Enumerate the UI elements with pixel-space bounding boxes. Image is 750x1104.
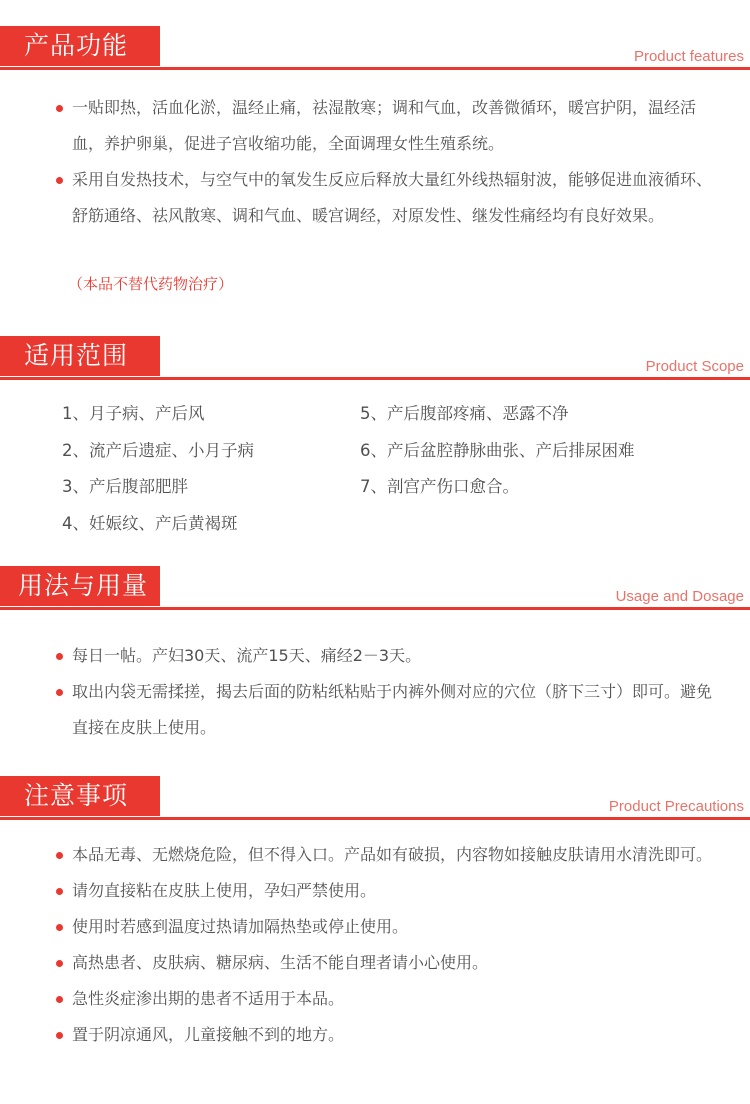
list-item: 高热患者、皮肤病、糖尿病、生活不能自理者请小心使用。 [56,945,726,981]
section-precautions [0,776,750,820]
scope-column-left [62,396,254,542]
section-divider [0,607,750,610]
list-item: 采用自发热技术，与空气中的氧发生反应后释放大量红外线热辐射波，能够促进血液循环、舒筋通络、祛风散寒、调和气血、暖宫调经，对原发性、继发性痛经均有良好效果。 [56,162,726,234]
bullet-icon [56,960,63,967]
features-list [56,90,726,234]
section-divider [0,817,750,820]
section-header [0,26,750,70]
list-item: 本品无毒、无燃烧危险，但不得入口。产品如有破损，内容物如接触皮肤请用水清洗即可。 [56,837,726,873]
usage-list [56,638,726,746]
section-divider [0,377,750,380]
bullet-icon [56,924,63,931]
section-title: 适用范围 [0,336,160,376]
section-header [0,336,750,380]
list-item: 每日一帖。产妇30天、流产15天、痛经2－3天。 [56,638,726,674]
section-subtitle: Usage and Dosage [615,588,744,605]
bullet-icon [56,1032,63,1039]
list-item: 请勿直接粘在皮肤上使用，孕妇严禁使用。 [56,873,726,909]
section-divider [0,67,750,70]
bullet-icon [56,996,63,1003]
section-title: 注意事项 [0,776,160,816]
list-item: 6、产后盆腔静脉曲张、产后排尿困难 [360,440,635,460]
section-subtitle: Product Scope [645,358,744,375]
list-item: 3、产后腹部肥胖 [62,477,188,496]
bullet-icon [56,852,63,859]
section-header [0,776,750,820]
bullet-icon [56,689,63,696]
section-header [0,566,750,610]
list-item: 2、流产后遗症、小月子病 [62,440,254,460]
list-item: 使用时若感到温度过热请加隔热垫或停止使用。 [56,909,726,945]
bullet-icon [56,177,63,184]
precautions-list [56,837,726,1053]
section-title: 产品功能 [0,26,160,66]
section-usage [0,566,750,610]
bullet-icon [56,653,63,660]
disclaimer-note: （本品不替代药物治疗） [68,275,234,293]
list-item: 取出内袋无需揉搓，揭去后面的防粘纸粘贴于内裤外侧对应的穴位（脐下三寸）即可。避免直接在皮肤上使用。 [56,674,726,746]
list-item: 置于阴凉通风，儿童接触不到的地方。 [56,1017,726,1053]
section-subtitle: Product features [633,48,744,65]
bullet-icon [56,105,63,112]
list-item: 4、妊娠纹、产后黄褐斑 [62,513,238,533]
list-item: 5、产后腹部疼痛、恶露不净 [360,404,569,423]
list-item: 急性炎症渗出期的患者不适用于本品。 [56,981,726,1017]
section-scope [0,336,750,380]
section-subtitle: Product Precautions [608,798,744,815]
section-features [0,26,750,70]
section-title: 用法与用量 [0,566,160,606]
bullet-icon [56,888,63,895]
list-item: 1、月子病、产后风 [62,404,205,423]
list-item: 7、剖宫产伤口愈合。 [360,477,519,496]
list-item: 一贴即热，活血化淤，温经止痛，祛湿散寒；调和气血，改善微循环，暖宫护阴，温经活血，养护卵巢，促进子宫收缩功能，全面调理女性生殖系统。 [56,90,726,162]
scope-column-right [360,396,635,506]
